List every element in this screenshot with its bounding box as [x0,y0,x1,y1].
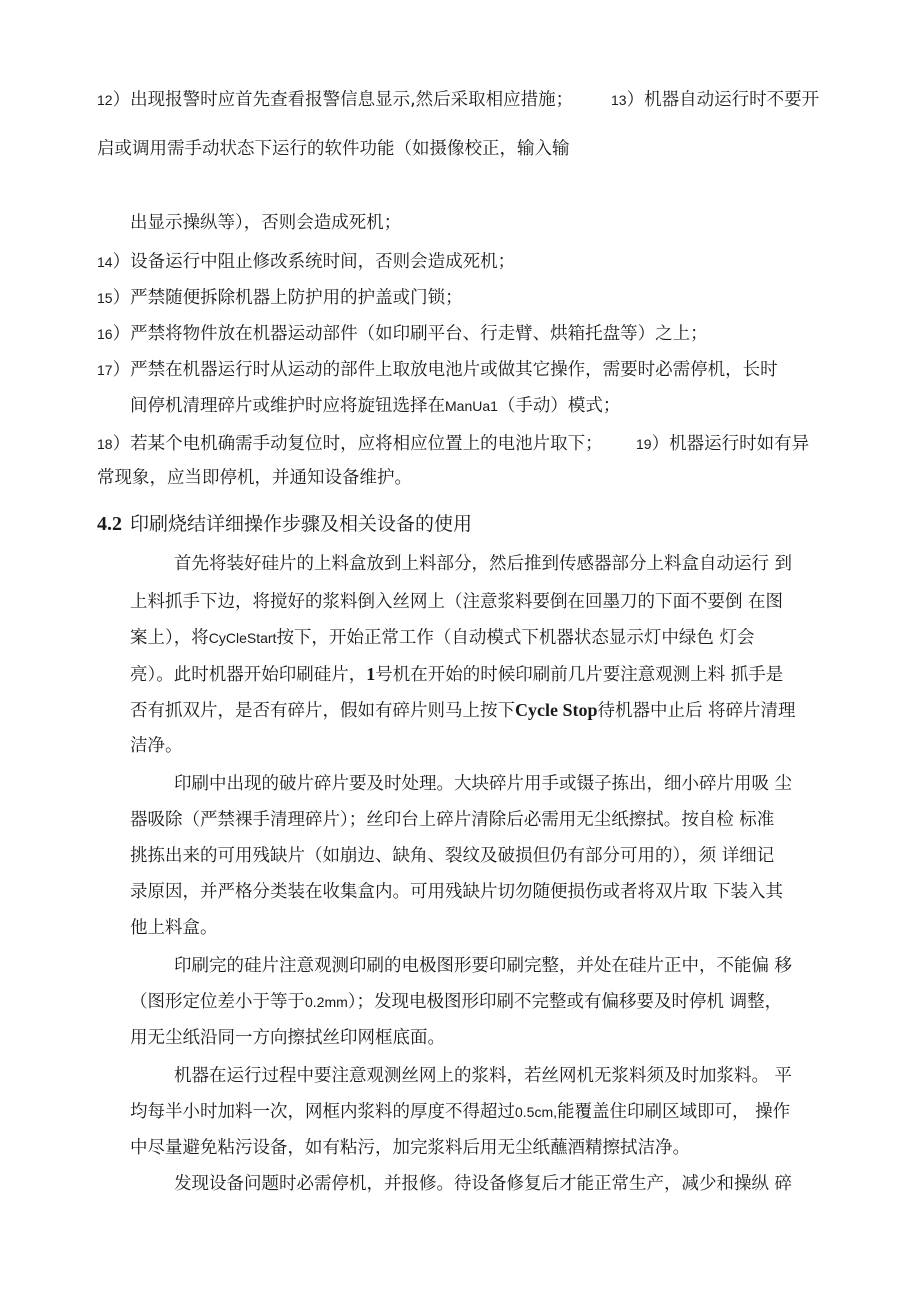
paragraph-line: 上料抓手下边，将搅好的浆料倒入丝网上（注意浆料要倒在回墨刀的下面不要倒 在图 [130,592,784,612]
section-number: 4.2 [97,513,122,535]
section-heading [97,511,472,537]
list-item-12: 12）出现报警时应首先查看报警信息显示,然后采取相应措施； [97,90,574,110]
item-text: 严禁在机器运行时从运动的部件上取放电池片或做其它操作，需要时必需停机，长时 [130,360,778,380]
list-item-19-continuation: 常现象，应当即停机，并通知设备维护。 [97,468,412,488]
list-item-13-continuation: 出显示操纵等），否则会造成死机； [130,213,402,233]
paragraph-line: 首先将装好硅片的上料盒放到上料部分，然后推到传感器部分上料盒自动运行 到 [174,554,793,574]
item-text: 设备运行中阻止修改系统时间，否则会造成死机； [130,252,516,272]
paragraph-line: 印刷完的硅片注意观测印刷的电极图形要印刷完整，并处在硅片正中，不能偏 移 [174,956,793,976]
paragraph-line: 否有抓双片，是否有碎片，假如有碎片则马上按下Cycle Stop待机器中止后 将碎片清理 [130,700,796,721]
list-item-18: 18）若某个电机确需手动复位时，应将相应位置上的电池片取下； [97,434,603,454]
paragraph-line: 他上料盒。 [130,918,218,938]
paragraph-line: （图形定位差小于等于0.2mm）；发现电极图形印刷不完整或有偏移要及时停机 调整， [130,992,783,1012]
section-title: 印刷烧结详细操作步骤及相关设备的使用 [130,513,473,535]
item-text: 机器自动运行时不要开 [644,90,820,110]
item-text: 若某个电机确需手动复位时，应将相应位置上的电池片取下； [130,434,603,454]
item-number: 14 [97,254,113,270]
item-number: 16 [97,326,113,342]
list-item-14: 14）设备运行中阻止修改系统时间，否则会造成死机； [97,252,516,272]
list-item-16: 16）严禁将物件放在机器运动部件（如印刷平台、行走臂、烘箱托盘等）之上； [97,324,708,344]
paragraph-line: 发现设备问题时必需停机，并报修。待设备修复后才能正常生产，减少和操纵 碎 [174,1174,793,1194]
item-number: 12 [97,92,113,108]
paragraph-line: 机器在运行过程中要注意观测丝网上的浆料，若丝网机无浆料须及时加浆料。 平 [174,1066,793,1086]
paragraph-line: 亮）。此时机器开始印刷硅片，1号机在开始的时候印刷前几片要注意观测上料 抓手是 [130,664,784,685]
item-number: 15 [97,290,113,306]
item-number: 19 [636,436,652,452]
paragraph-line: 均每半小时加料一次，网框内浆料的厚度不得超过0.5cm,能覆盖住印刷区域即可， 操作 [130,1102,791,1122]
list-item-17: 17）严禁在机器运行时从运动的部件上取放电池片或做其它操作，需要时必需停机，长时 [97,360,778,380]
item-text: 机器运行时如有异 [669,434,810,454]
list-item-13-continuation: 启或调用需手动状态下运行的软件功能（如摄像校正，输入输 [97,139,570,159]
list-item-17-continuation: 间停机清理碎片或维护时应将旋钮选择在ManUa1（手动）模式； [130,396,621,416]
item-number: 18 [97,436,113,452]
paragraph-line: 洁净。 [130,736,183,756]
item-text: 严禁随便拆除机器上防护用的护盖或门锁； [130,288,463,308]
item-text: 严禁将物件放在机器运动部件（如印刷平台、行走臂、烘箱托盘等）之上； [130,324,708,344]
list-item-19: 19）机器运行时如有异 [636,434,810,454]
paragraph-line: 器吸除（严禁裸手清理碎片）；丝印台上碎片清除后必需用无尘纸擦拭。按自检 标准 [130,810,775,830]
paragraph-line: 印刷中出现的破片碎片要及时处理。大块碎片用手或镊子拣出，细小碎片用吸 尘 [174,774,793,794]
paragraph-line: 用无尘纸沿同一方向擦拭丝印网框底面。 [130,1028,445,1048]
item-text: 出现报警时应首先查看报警信息显示,然后采取相应措施； [130,90,574,110]
paragraph-line: 录原因，并严格分类装在收集盒内。可用残缺片切勿随便损伤或者将双片取 下装入其 [130,882,784,902]
item-number: 13 [611,92,627,108]
list-item-15: 15）严禁随便拆除机器上防护用的护盖或门锁； [97,288,463,308]
paragraph-line: 挑拣出来的可用残缺片（如崩边、缺角、裂纹及破损但仍有部分可用的），须 详细记 [130,846,775,866]
paragraph-line: 中尽量避免粘污设备，如有粘污，加完浆料后用无尘纸蘸酒精擦拭洁净。 [130,1138,690,1158]
list-item-13: 13）机器自动运行时不要开 [611,90,820,110]
item-number: 17 [97,362,113,378]
paragraph-line: 案上），将CyCleStart按下，开始正常工作（自动模式下机器状态显示灯中绿色 灯会 [130,628,755,648]
